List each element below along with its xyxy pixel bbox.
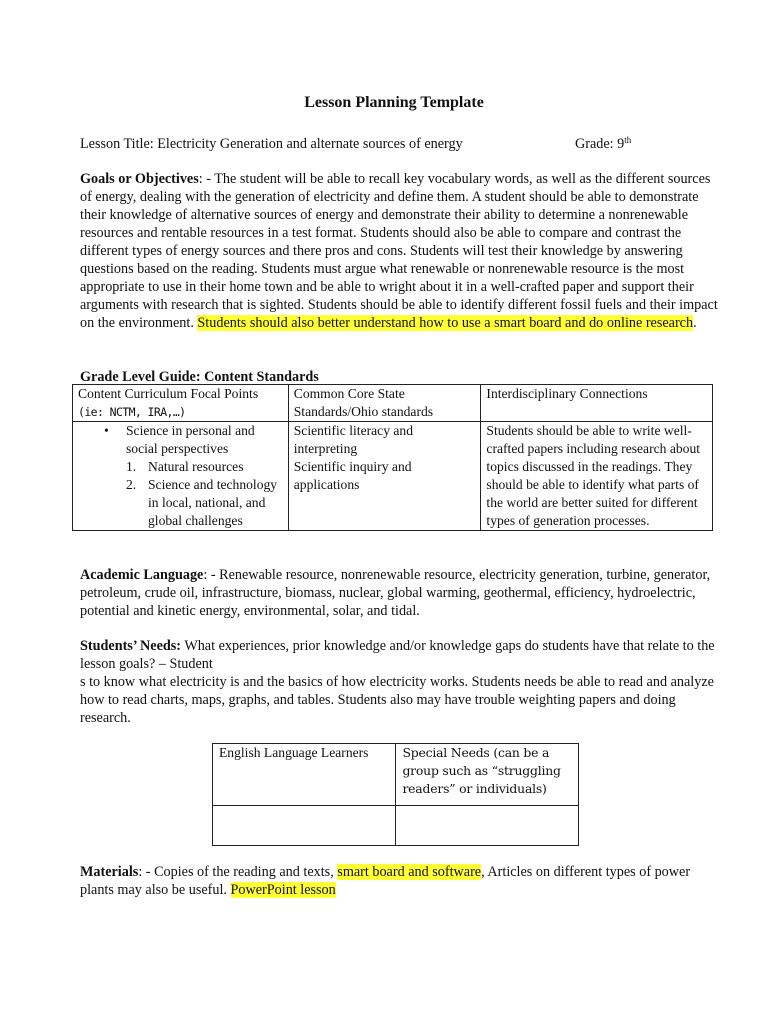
bullet-text: Science in personal and social perspectives (126, 423, 255, 456)
table-cell (396, 806, 579, 846)
goals-end: . (693, 315, 697, 331)
lesson-title: Lesson Title: Electricity Generation and alternate sources of energy (80, 136, 463, 152)
list-number: 1. (126, 459, 137, 474)
table-cell (73, 422, 289, 531)
materials-highlight: smart board and software (337, 864, 482, 880)
academic-label: Academic Language (80, 567, 204, 583)
page-title: Lesson Planning Template (304, 94, 484, 111)
table-header-cell (396, 744, 579, 806)
bullet-icon: • (104, 423, 109, 438)
focal-points-header: Content Curriculum Focal Points (78, 386, 259, 401)
grade-superscript: th (624, 135, 632, 145)
table-header-cell (288, 385, 481, 422)
table-cell (213, 806, 396, 846)
table-row (73, 385, 713, 422)
sub-list (126, 458, 283, 530)
table-header-cell (481, 385, 713, 422)
list-item (126, 476, 283, 530)
grade-label: Grade: 9 (575, 136, 625, 152)
needs-text: s to know what electricity is and the basics of how electricity works. Students needs be able to read and analyze how to read charts, maps, graphs, and tables. Students also may have trouble weighting papers and doing research. (80, 674, 714, 726)
list-number: 2. (126, 477, 137, 492)
focal-points-example: (ie: NCTM, IRA,…) (78, 405, 186, 419)
focal-points-list (78, 422, 283, 530)
goals-section (80, 170, 720, 332)
standard-item: Scientific literacy and interpreting (293, 423, 414, 456)
table-row (73, 422, 713, 531)
table-row (213, 744, 579, 806)
standards-table (72, 384, 713, 531)
list-text: Science and technology in local, national, and global challenges (148, 477, 278, 528)
needs-question: What experiences, prior knowledge and/or knowledge gaps do students have that relate to the lesson goals? – Student (80, 638, 715, 672)
interdisciplinary-text: Students should be able to write well-crafted papers including research about topics discussed in the readings. They should be able to identify what parts of the world are better suited for different types of generation processes. (486, 423, 701, 528)
ell-table (212, 743, 579, 846)
materials-text-cont: , Articles on different types of power plants may also be useful. (80, 864, 691, 898)
standard-item: Scientific inquiry and applications (293, 459, 412, 492)
needs-label: Students’ Needs: (80, 638, 182, 654)
goals-highlight: Students should also better understand how to use a smart board and do online research (197, 315, 694, 331)
academic-language-section (80, 566, 720, 620)
table-header-cell (213, 744, 396, 806)
list-item (126, 458, 283, 476)
table-header-cell (73, 385, 289, 422)
goals-label: Goals or Objectives (80, 171, 199, 187)
materials-text: : - Copies of the reading and texts, (138, 864, 338, 880)
materials-section (80, 863, 720, 899)
table-cell (481, 422, 713, 531)
materials-label: Materials (80, 864, 139, 880)
interdisciplinary-header: Interdisciplinary Connections (486, 386, 648, 401)
students-needs-section (80, 637, 720, 727)
list-item (104, 422, 283, 530)
materials-highlight-powerpoint: PowerPoint lesson (230, 882, 336, 898)
ell-header: English Language Learners (219, 745, 369, 760)
common-core-header: Common Core State Standards/Ohio standards (293, 386, 434, 419)
grade-level (575, 135, 631, 153)
table-row (213, 806, 579, 846)
table-cell (288, 422, 481, 531)
academic-text: : - Renewable resource, nonrenewable resource, electricity generation, turbine, generator, petroleum, crude oil, infrastructure, biomass, nuclear, global warming, geothermal, efficiency, hydroelectric, potential and kinetic energy, environmental, solar, and tidal. (80, 567, 711, 619)
special-needs-header: Special Needs (can be a group such as “struggling readers” or individuals) (402, 745, 561, 796)
standards-heading: Grade Level Guide: Content Standards (80, 369, 319, 385)
goals-text: : - The student will be able to recall key vocabulary words, as well as the different sources of energy, dealing with the generation of electricity and define them. A student should be able to demonstrate their knowledge of alternative sources of energy and demonstrate their ability to determine a nonrenewable resources and rentable resources in a test format. Students should also be able to compare and contrast the different types of energy sources and there pros and cons. Students will test their knowledge by answering questions based on the reading. Students must argue what renewable or nonrenewable resource is the most appropriate to use in their home town and be able to wright about it in a well-crafted paper and support their arguments with research that is sighted. Students should be able to identify different fossil fuels and their impact on the environment. (80, 171, 718, 331)
needs-first-part (80, 637, 720, 673)
list-text: Natural resources (148, 459, 244, 474)
